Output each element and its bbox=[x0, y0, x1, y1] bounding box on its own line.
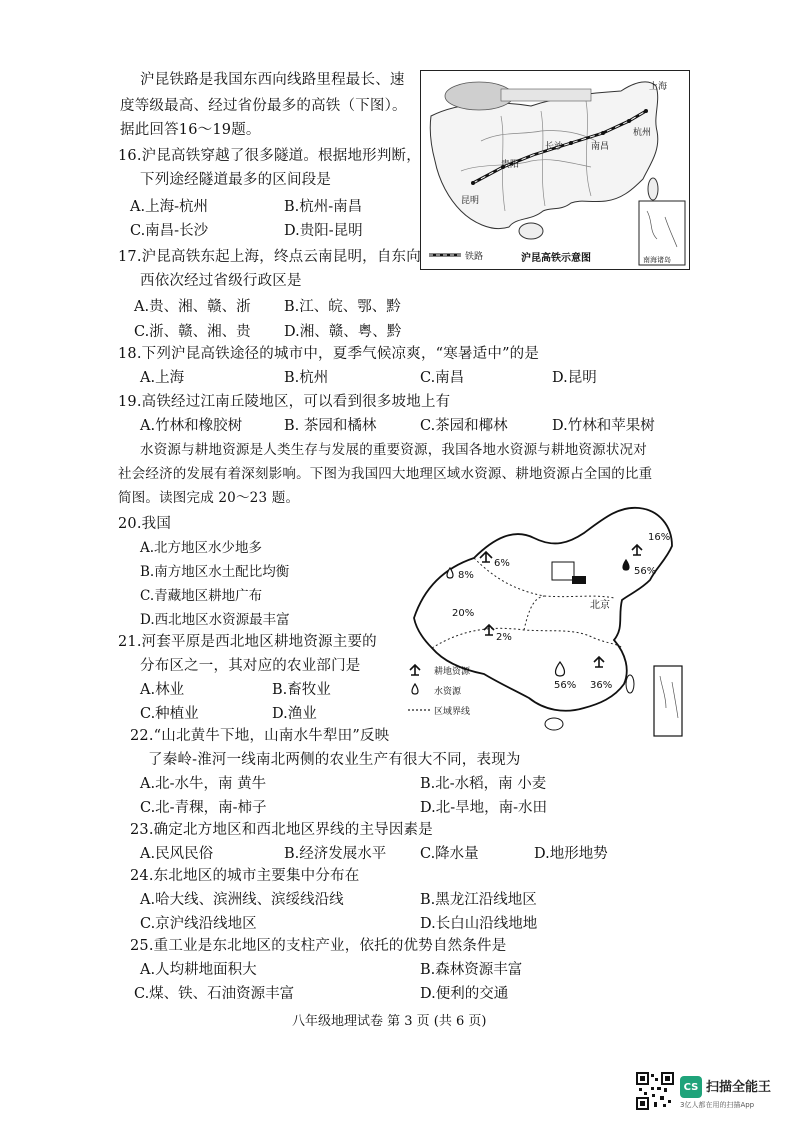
q24-option-c: C.京沪线沿线地区 bbox=[140, 916, 257, 932]
q17-option-c: C.浙、赣、湘、贵 bbox=[134, 324, 251, 340]
q21-stem-2: 分布区之一，其对应的农业部门是 bbox=[140, 658, 361, 674]
q19-option-d: D.竹林和苹果树 bbox=[552, 418, 655, 434]
q23-stem: 23.确定北方地区和西北地区界线的主导因素是 bbox=[130, 822, 433, 838]
label-south-56: 56% bbox=[554, 680, 577, 691]
q24-option-d: D.长白山沿线地地 bbox=[420, 916, 538, 932]
q18-option-b: B.杭州 bbox=[284, 370, 329, 386]
q22-option-d: D.北-旱地，南-水田 bbox=[420, 800, 548, 816]
q16-option-c: C.南昌-长沙 bbox=[130, 223, 209, 239]
legend-water: 水资源 bbox=[434, 687, 462, 697]
q21-option-b: B.畜牧业 bbox=[272, 682, 331, 698]
q20-option-d: D.西北地区水资源最丰富 bbox=[140, 612, 290, 628]
intro1-line-2: 度等级最高、经过省份最多的高铁（下图）。 bbox=[120, 98, 407, 114]
intro1-line-1: 沪昆铁路是我国东西向线路里程最长、速 bbox=[140, 72, 405, 88]
map-caption: 沪昆高铁示意图 bbox=[521, 253, 591, 264]
label-north-8: 8% bbox=[458, 570, 474, 581]
q23-option-b: B.经济发展水平 bbox=[284, 846, 387, 862]
q20-option-c: C.青藏地区耕地广布 bbox=[140, 588, 263, 604]
q17-option-b: B.江、皖、鄂、黔 bbox=[284, 299, 401, 315]
q20-option-a: A.北方地区水少地多 bbox=[140, 540, 263, 556]
q25-option-c: C.煤、铁、石油资源丰富 bbox=[134, 986, 295, 1002]
q24-stem: 24.东北地区的城市主要集中分布在 bbox=[130, 868, 360, 884]
q16-option-b: B.杭州-南昌 bbox=[284, 199, 363, 215]
intro1-line-3: 据此回答16～19题。 bbox=[120, 122, 261, 138]
q22-stem-2: 了秦岭-淮河一线南北两侧的农业生产有很大不同，表现为 bbox=[148, 752, 521, 768]
city-label-shanghai: 上海 bbox=[649, 82, 668, 92]
q21-stem-1: 21.河套平原是西北地区耕地资源主要的 bbox=[118, 634, 377, 650]
qr-code-icon bbox=[636, 1072, 674, 1110]
inset-label: 南海诸岛 bbox=[643, 256, 671, 264]
legend-railway-label: 铁路 bbox=[465, 252, 484, 262]
q19-stem: 19.高铁经过江南丘陵地区，可以看到很多坡地上有 bbox=[118, 394, 451, 410]
q17-stem-2: 西依次经过省级行政区是 bbox=[140, 273, 302, 289]
q19-option-c: C.茶园和椰林 bbox=[420, 418, 508, 434]
q25-option-a: A.人均耕地面积大 bbox=[140, 962, 257, 978]
label-northwest-20: 20% bbox=[452, 608, 475, 619]
camscanner-name: 扫描全能王 bbox=[706, 1080, 772, 1095]
q18-option-c: C.南昌 bbox=[420, 370, 465, 386]
label-beijing: 北京 bbox=[590, 600, 610, 611]
intro2-line-2: 社会经济的发展有着深刻影响。下图为我国四大地理区域水资源、耕地资源占全国的比重 bbox=[118, 466, 653, 482]
label-qingzang-2: 2% bbox=[496, 632, 512, 643]
camscanner-tagline: 3亿人都在用的扫描App bbox=[680, 1101, 755, 1109]
q17-option-a: A.贵、湘、赣、浙 bbox=[134, 299, 251, 315]
q16-stem-2: 下列途经隧道最多的区间段是 bbox=[140, 172, 332, 188]
legend-farmland: 耕地资源 bbox=[434, 667, 471, 677]
page-footer: 八年级地理试卷 第 3 页 (共 6 页) bbox=[292, 1014, 487, 1029]
q21-option-c: C.种植业 bbox=[140, 706, 199, 722]
china-outline-graphic bbox=[404, 498, 684, 738]
q16-option-d: D.贵阳-昆明 bbox=[284, 223, 363, 239]
q24-option-b: B.黑龙江沿线地区 bbox=[420, 892, 537, 908]
label-north-6: 6% bbox=[494, 558, 510, 569]
q23-option-d: D.地形地势 bbox=[534, 846, 608, 862]
q25-stem: 25.重工业是东北地区的支柱产业，依托的优势自然条件是 bbox=[130, 938, 507, 954]
q23-option-a: A.民风民俗 bbox=[140, 846, 214, 862]
q19-option-a: A.竹林和橡胶树 bbox=[140, 418, 243, 434]
q23-option-c: C.降水量 bbox=[420, 846, 479, 862]
label-south-36: 36% bbox=[590, 680, 613, 691]
q25-option-b: B.森林资源丰富 bbox=[420, 962, 523, 978]
q19-option-b: B. 茶园和橘林 bbox=[284, 418, 377, 434]
label-northeast-16: 16% bbox=[648, 532, 671, 543]
q22-option-a: A.北-水牛，南 黄牛 bbox=[140, 776, 267, 792]
q17-stem-1: 17.沪昆高铁东起上海，终点云南昆明，自东向 bbox=[118, 249, 421, 265]
q17-option-d: D.湘、赣、粤、黔 bbox=[284, 324, 402, 340]
city-label-changsha: 长沙 bbox=[545, 142, 564, 152]
label-northeast-56: 56% bbox=[634, 566, 657, 577]
q21-option-d: D.渔业 bbox=[272, 706, 317, 722]
q16-option-a: A.上海-杭州 bbox=[130, 199, 208, 215]
china-resources-map bbox=[404, 498, 684, 738]
china-south-map-graphic bbox=[421, 71, 689, 269]
city-label-nanchang: 南昌 bbox=[591, 142, 610, 152]
q20-stem: 20.我国 bbox=[118, 516, 172, 532]
q24-option-a: A.哈大线、滨洲线、滨绥线沿线 bbox=[140, 892, 344, 908]
q20-option-b: B.南方地区水土配比均衡 bbox=[140, 564, 290, 580]
city-label-guiyang: 贵阳 bbox=[501, 160, 520, 170]
q25-option-d: D.便利的交通 bbox=[420, 986, 509, 1002]
city-label-hangzhou: 杭州 bbox=[633, 128, 652, 138]
q18-option-a: A.上海 bbox=[140, 370, 185, 386]
q21-option-a: A.林业 bbox=[140, 682, 185, 698]
q22-stem-1: 22.“山北黄牛下地，山南水牛犁田”反映 bbox=[130, 728, 390, 744]
intro2-line-3: 简图。读图完成 20～23 题。 bbox=[118, 490, 300, 506]
q16-stem-1: 16.沪昆高铁穿越了很多隧道。根据地形判断， bbox=[118, 148, 421, 164]
q18-option-d: D.昆明 bbox=[552, 370, 597, 386]
q22-option-c: C.北-青稞，南-柿子 bbox=[140, 800, 267, 816]
q18-stem: 18.下列沪昆高铁途径的城市中，夏季气候凉爽，“寒暑适中”的是 bbox=[118, 346, 540, 362]
q22-option-b: B.北-水稻，南 小麦 bbox=[420, 776, 547, 792]
city-label-kunming: 昆明 bbox=[461, 196, 480, 206]
legend-boundary: 区域界线 bbox=[434, 707, 471, 717]
intro2-line-1: 水资源与耕地资源是人类生存与发展的重要资源，我国各地水资源与耕地资源状况对 bbox=[140, 442, 647, 458]
camscanner-logo: CS bbox=[680, 1076, 702, 1098]
hukun-railway-map bbox=[420, 70, 690, 270]
